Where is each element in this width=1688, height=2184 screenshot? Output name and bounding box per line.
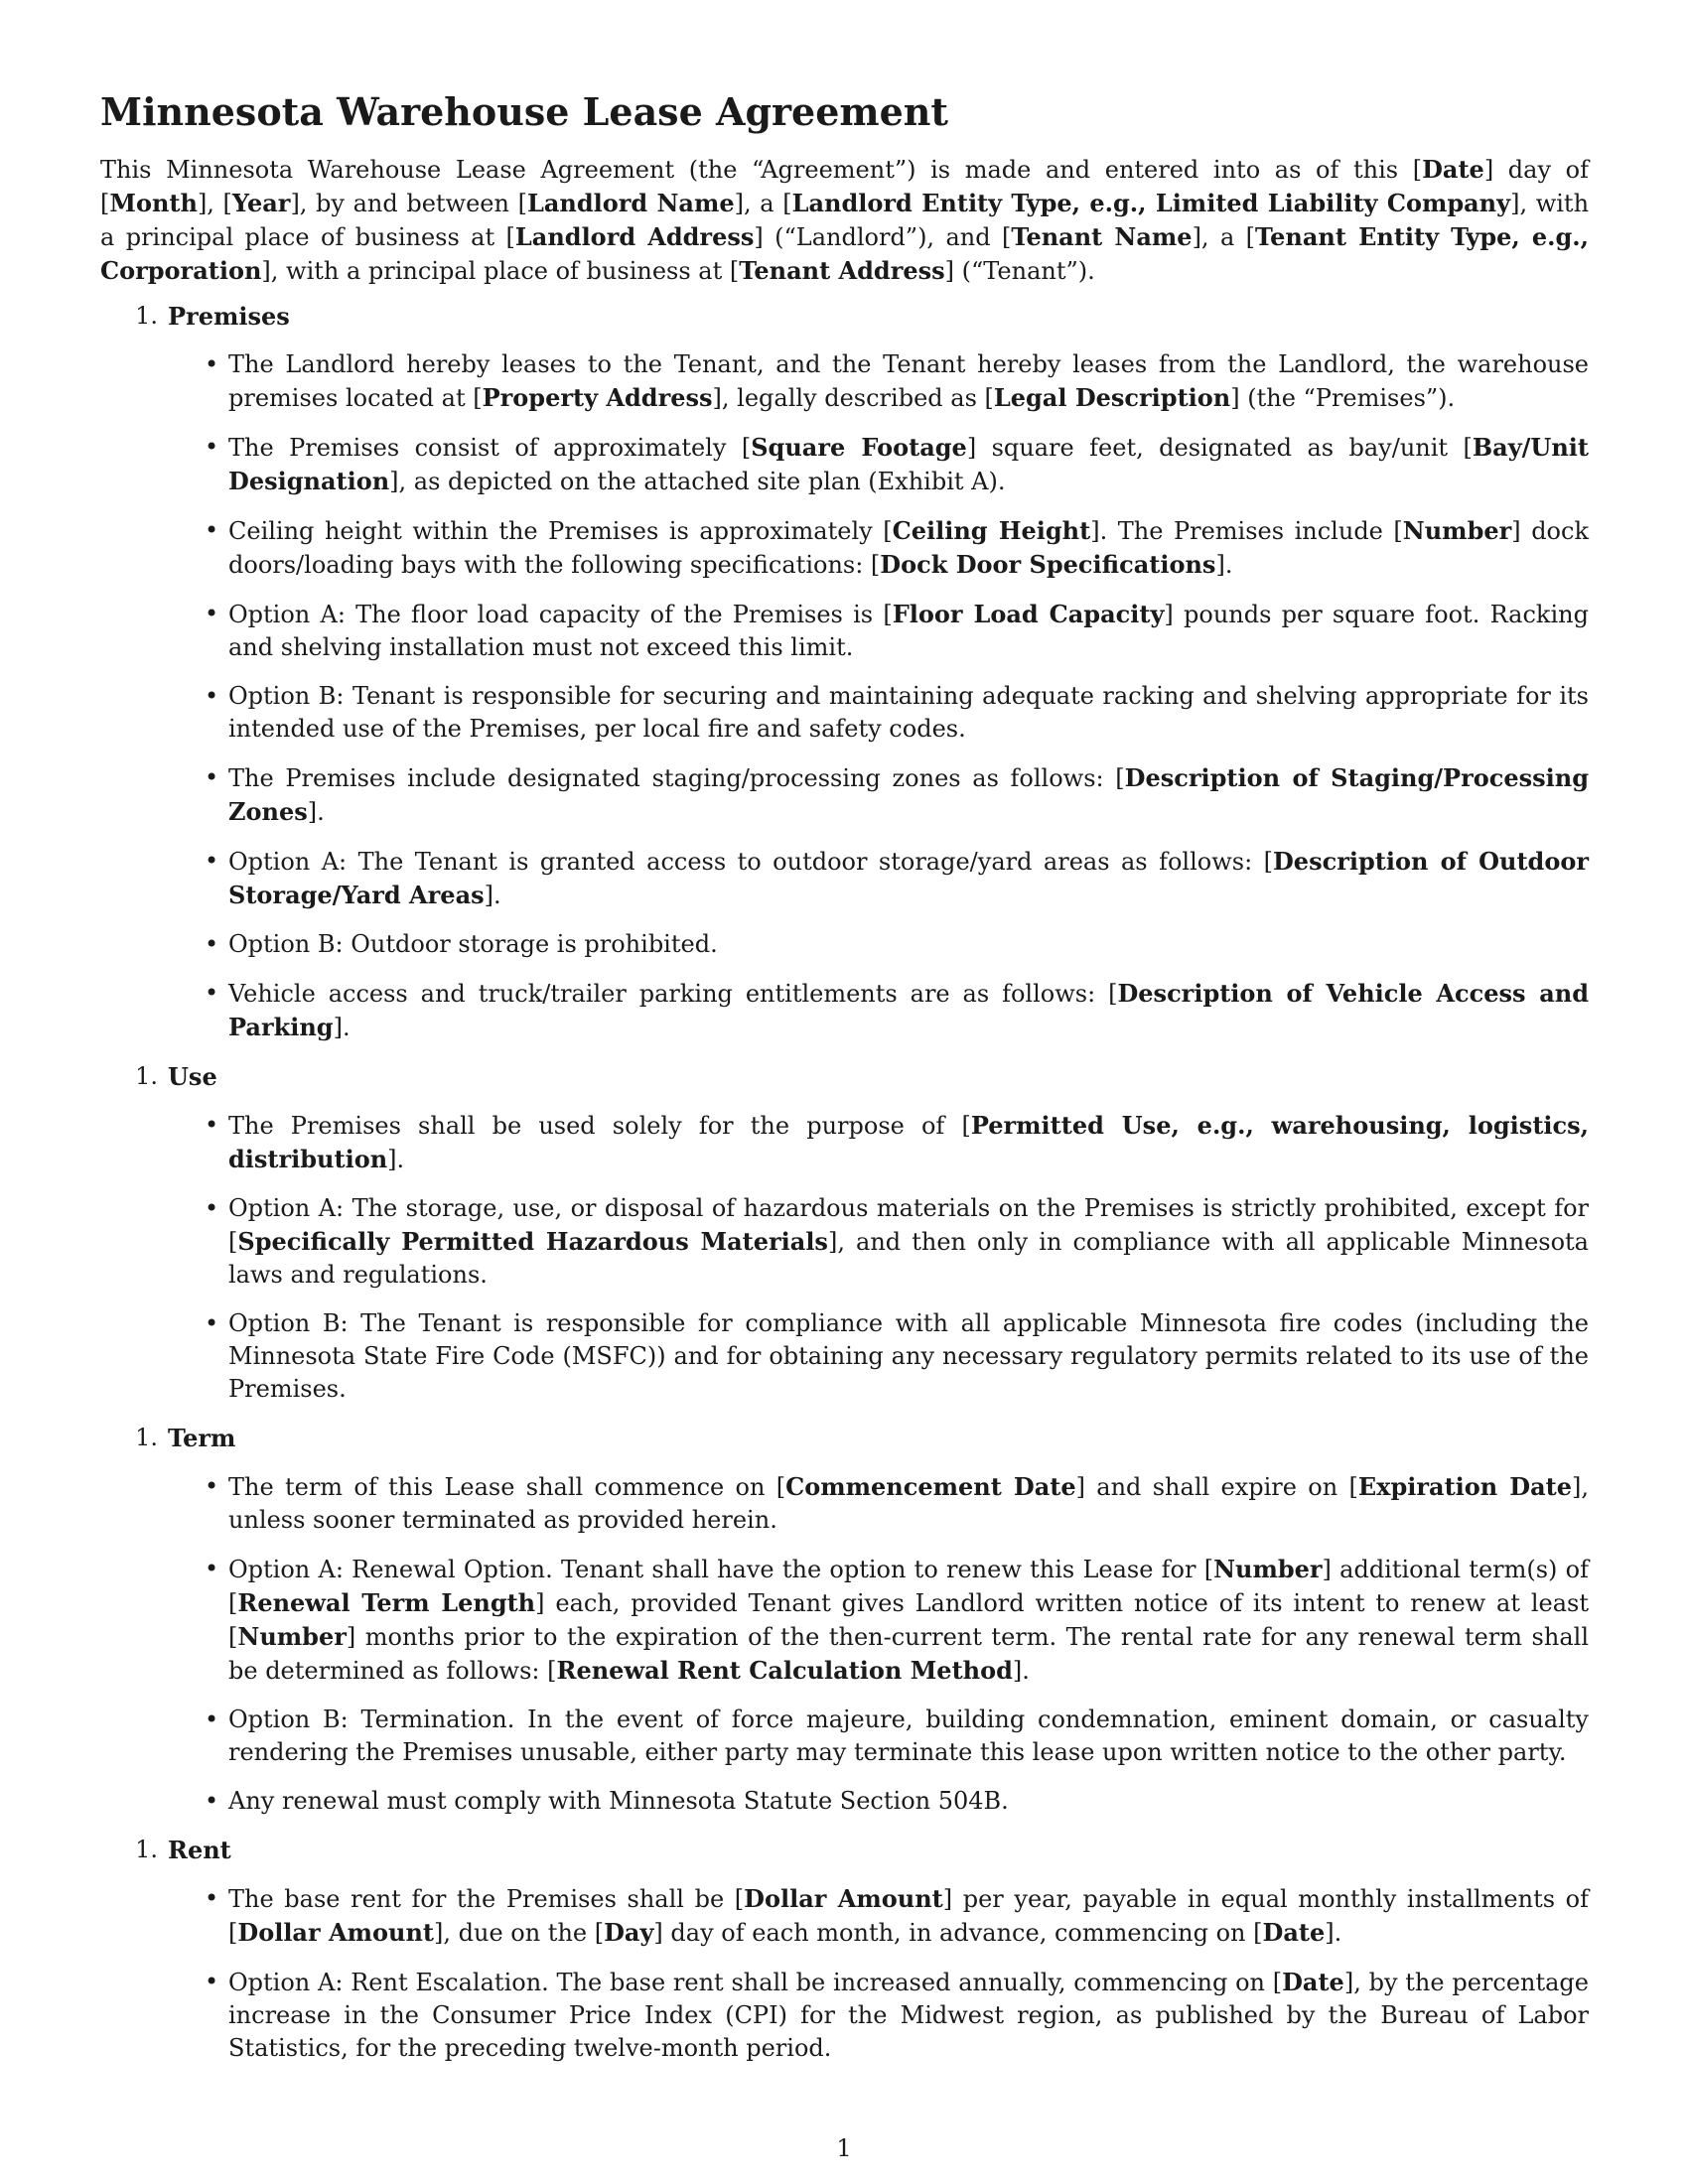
bullet-icon: • bbox=[205, 1968, 219, 1995]
text-run: ] (the “Premises”). bbox=[1230, 384, 1456, 412]
bullet-icon: • bbox=[205, 433, 219, 461]
bullet-icon: • bbox=[205, 600, 219, 627]
text-run: Option A: The storage, use, or disposal of hazardous materials on the Premises is strictly prohibited, except for [ bbox=[228, 1194, 1589, 1256]
placeholder-field: Tenant Entity Type, e.g., Corporation bbox=[100, 222, 1589, 285]
text-run: ]. The Premises include [ bbox=[1090, 517, 1403, 545]
section-title: Premises bbox=[168, 302, 290, 331]
placeholder-field: Renewal Term Length bbox=[237, 1588, 536, 1617]
placeholder-field: Date bbox=[1422, 155, 1484, 184]
text-run: ] and shall expire on [ bbox=[1075, 1473, 1358, 1501]
text-run: ] (“Landlord”), and [ bbox=[754, 223, 1012, 251]
bullet-icon: • bbox=[205, 1787, 219, 1815]
placeholder-field: Tenant Address bbox=[739, 256, 945, 285]
text-run: The term of this Lease shall commence on [ bbox=[228, 1473, 786, 1501]
text-run: ], a [ bbox=[1192, 223, 1256, 251]
intro-paragraph bbox=[100, 153, 1589, 288]
text-run: ], legally described as [ bbox=[712, 384, 994, 412]
bullet-icon: • bbox=[205, 1884, 219, 1912]
text-run: Option A: Renewal Option. Tenant shall have the option to renew this Lease for [ bbox=[228, 1556, 1214, 1583]
text-run: ] dock doors/loading bays with the following specifications: [ bbox=[228, 517, 1589, 579]
bullet-icon: • bbox=[205, 1194, 219, 1222]
text-run: Option A: The floor load capacity of the Premises is [ bbox=[228, 601, 893, 628]
section-term bbox=[100, 1422, 1589, 1818]
placeholder-field: Month bbox=[109, 189, 198, 217]
text-run: ], and then only in compliance with all applicable Minnesota laws and regulations. bbox=[228, 1228, 1589, 1289]
placeholder-field: Day bbox=[604, 1918, 654, 1947]
text-run: ], with a principal place of business at [ bbox=[261, 257, 740, 285]
section-title: Use bbox=[168, 1062, 217, 1091]
text-run: ] each, provided Tenant gives Landlord written notice of its intent to renew at least [ bbox=[228, 1589, 1590, 1651]
text-run: The Landlord hereby leases to the Tenant, and the Tenant hereby leases from the Landlord, the warehouse premises located at [ bbox=[228, 350, 1589, 412]
bullet-icon: • bbox=[205, 682, 219, 710]
list-item bbox=[205, 680, 1589, 746]
text-run: Ceiling height within the Premises is approximately [ bbox=[228, 517, 893, 545]
section-number: 1. bbox=[135, 1062, 158, 1090]
placeholder-field: Floor Load Capacity bbox=[892, 600, 1165, 628]
bullet-icon: • bbox=[205, 1111, 219, 1139]
text-run: ], with a principal place of business at [ bbox=[100, 190, 1590, 251]
bullet-icon: • bbox=[205, 1472, 219, 1500]
bullet-icon: • bbox=[205, 763, 219, 791]
list-item bbox=[205, 598, 1589, 664]
text-run: The base rent for the Premises shall be [ bbox=[228, 1885, 745, 1913]
text-run: ], by and between [ bbox=[290, 190, 527, 217]
list-item bbox=[205, 977, 1589, 1044]
section-number: 1. bbox=[135, 1424, 158, 1451]
placeholder-field: Number bbox=[237, 1622, 347, 1651]
text-run: Option B: Tenant is responsible for securing and maintaining adequate racking and shelving appropriate for its intended use of the Premises, per local fire and safety codes. bbox=[228, 682, 1589, 743]
bullet-icon: • bbox=[205, 350, 219, 378]
placeholder-field: Property Address bbox=[482, 383, 713, 412]
text-run: ] day of [ bbox=[100, 156, 1589, 217]
placeholder-field: Expiration Date bbox=[1357, 1472, 1572, 1501]
section-rent bbox=[100, 1834, 1589, 2065]
text-run: ] square feet, designated as bay/unit [ bbox=[966, 434, 1473, 462]
placeholder-field: Renewal Rent Calculation Method bbox=[556, 1656, 1013, 1685]
placeholder-field: Square Footage bbox=[751, 433, 967, 462]
placeholder-field: Landlord Entity Type, e.g., Limited Liability Company bbox=[791, 189, 1511, 217]
text-run: ] months prior to the expiration of the then-current term. The rental rate for any renewal term shall be determined as follows: [ bbox=[228, 1623, 1589, 1685]
text-run: ], as depicted on the attached site plan (Exhibit A). bbox=[389, 468, 1006, 495]
text-run: Option B: Termination. In the event of force majeure, building condemnation, eminent domain, or casualty rendering the Premises unusable, either party may terminate this lease upon written notice to the other party. bbox=[228, 1706, 1589, 1766]
text-run: ]. bbox=[333, 1014, 351, 1041]
bullet-icon: • bbox=[205, 1309, 219, 1337]
list-item bbox=[205, 928, 1589, 961]
text-run: ]. bbox=[1215, 551, 1233, 579]
text-run: ] pounds per square foot. Racking and shelving installation must not exceed this limit. bbox=[228, 601, 1589, 661]
text-run: ]. bbox=[307, 798, 325, 826]
list-item bbox=[205, 1307, 1589, 1406]
document-page bbox=[100, 81, 1589, 2081]
placeholder-field: Dollar Amount bbox=[744, 1884, 943, 1913]
section-number: 1. bbox=[135, 302, 158, 330]
placeholder-field: Dollar Amount bbox=[237, 1918, 434, 1947]
list-item bbox=[205, 845, 1589, 912]
placeholder-field: Date bbox=[1282, 1968, 1344, 1996]
placeholder-field: Specifically Permitted Hazardous Materials bbox=[237, 1227, 828, 1256]
bullet-icon: • bbox=[205, 847, 219, 875]
text-run: Option B: Outdoor storage is prohibited. bbox=[228, 930, 718, 958]
list-item bbox=[205, 761, 1589, 829]
text-run: ] additional term(s) of [ bbox=[228, 1556, 1589, 1617]
section-premises bbox=[100, 300, 1589, 1044]
placeholder-field: Commencement Date bbox=[785, 1472, 1076, 1501]
text-run: ]. bbox=[387, 1146, 405, 1173]
text-run: The Premises include designated staging/processing zones as follows: [ bbox=[228, 764, 1125, 792]
text-run: ], a [ bbox=[734, 190, 792, 217]
section-heading bbox=[100, 300, 1589, 333]
text-run: ] per year, payable in equal monthly installments of [ bbox=[228, 1885, 1590, 1947]
text-run: ]. bbox=[1012, 1657, 1030, 1685]
placeholder-field: Description of Staging/Processing Zones bbox=[228, 763, 1589, 826]
placeholder-field: Date bbox=[1262, 1918, 1326, 1947]
placeholder-field: Landlord Name bbox=[526, 189, 735, 217]
placeholder-field: Tenant Name bbox=[1011, 222, 1193, 251]
text-run: ], [ bbox=[197, 190, 232, 217]
text-run: [ bbox=[1412, 156, 1423, 184]
document-title: Minnesota Warehouse Lease Agreement bbox=[100, 89, 948, 134]
text-run: ], unless sooner terminated as provided herein. bbox=[228, 1473, 1589, 1534]
section-heading bbox=[100, 1060, 1589, 1093]
placeholder-field: Year bbox=[231, 189, 291, 217]
text-run: The Premises shall be used solely for the purpose of [ bbox=[228, 1112, 971, 1140]
placeholder-field: Number bbox=[1213, 1555, 1323, 1583]
bullet-icon: • bbox=[205, 1555, 219, 1582]
section-bullet-list bbox=[100, 1109, 1589, 1406]
bullet-icon: • bbox=[205, 516, 219, 544]
text-run: Option A: Rent Escalation. The base rent shall be increased annually, commencing on [ bbox=[228, 1969, 1283, 1996]
text-run: Any renewal must comply with Minnesota Statute Section 504B. bbox=[228, 1787, 1009, 1815]
section-title: Term bbox=[168, 1424, 236, 1452]
text-run: ]. bbox=[1325, 1919, 1342, 1947]
text-run: ] (“Tenant”). bbox=[944, 257, 1095, 285]
list-item bbox=[205, 1882, 1590, 1950]
placeholder-field: Bay/Unit Designation bbox=[228, 433, 1589, 495]
text-run: The Premises consist of approximately [ bbox=[228, 434, 752, 462]
text-run: Option B: The Tenant is responsible for compliance with all applicable Minnesota fire codes (including the Minnesota State Fire Code (MSFC)) and for obtaining any necessary regulatory permits related to its use of the Premises. bbox=[228, 1309, 1589, 1403]
bullet-icon: • bbox=[205, 1706, 219, 1733]
list-item bbox=[205, 514, 1589, 582]
section-bullet-list bbox=[100, 348, 1589, 1044]
bullet-icon: • bbox=[205, 930, 219, 958]
list-item bbox=[205, 1704, 1589, 1769]
text-run: Vehicle access and truck/trailer parking entitlements are as follows: [ bbox=[228, 980, 1118, 1008]
text-run: ]. bbox=[484, 882, 501, 909]
list-item bbox=[205, 1109, 1589, 1176]
list-item bbox=[205, 431, 1589, 498]
placeholder-field: Permitted Use, e.g., warehousing, logistics, distribution bbox=[228, 1111, 1589, 1173]
text-run: ], due on the [ bbox=[434, 1919, 605, 1947]
placeholder-field: Dock Door Specifications bbox=[880, 550, 1216, 579]
list-item bbox=[205, 1785, 1589, 1818]
text-run: ] day of each month, in advance, commencing on [ bbox=[653, 1919, 1263, 1947]
section-bullet-list bbox=[100, 1470, 1589, 1818]
list-item bbox=[205, 1192, 1589, 1292]
page-number: 1 bbox=[836, 2134, 852, 2162]
section-heading bbox=[100, 1834, 1589, 1866]
section-bullet-list bbox=[100, 1882, 1589, 2065]
placeholder-field: Legal Description bbox=[993, 383, 1231, 412]
text-run: This Minnesota Warehouse Lease Agreement (the “Agreement”) is made and entered into as of this bbox=[100, 156, 1413, 184]
placeholder-field: Number bbox=[1402, 516, 1512, 545]
text-run: ], by the percentage increase in the Consumer Price Index (CPI) for the Midwest region, as published by the Bureau of Labor Statistics, for the preceding twelve-month period. bbox=[228, 1969, 1589, 2062]
bullet-icon: • bbox=[205, 979, 219, 1007]
section-title: Rent bbox=[168, 1836, 231, 1864]
section-use bbox=[100, 1060, 1589, 1406]
list-item bbox=[205, 348, 1589, 415]
list-item bbox=[205, 1470, 1589, 1537]
placeholder-field: Description of Outdoor Storage/Yard Areas bbox=[228, 847, 1589, 909]
list-item bbox=[205, 1553, 1590, 1688]
section-number: 1. bbox=[135, 1836, 158, 1863]
list-item bbox=[205, 1966, 1589, 2065]
section-heading bbox=[100, 1422, 1589, 1454]
sections-container bbox=[100, 300, 1589, 2065]
text-run: Option A: The Tenant is granted access to outdoor storage/yard areas as follows: [ bbox=[228, 848, 1273, 876]
placeholder-field: Landlord Address bbox=[514, 222, 755, 251]
placeholder-field: Ceiling Height bbox=[892, 516, 1091, 545]
placeholder-field: Description of Vehicle Access and Parking bbox=[228, 979, 1589, 1041]
